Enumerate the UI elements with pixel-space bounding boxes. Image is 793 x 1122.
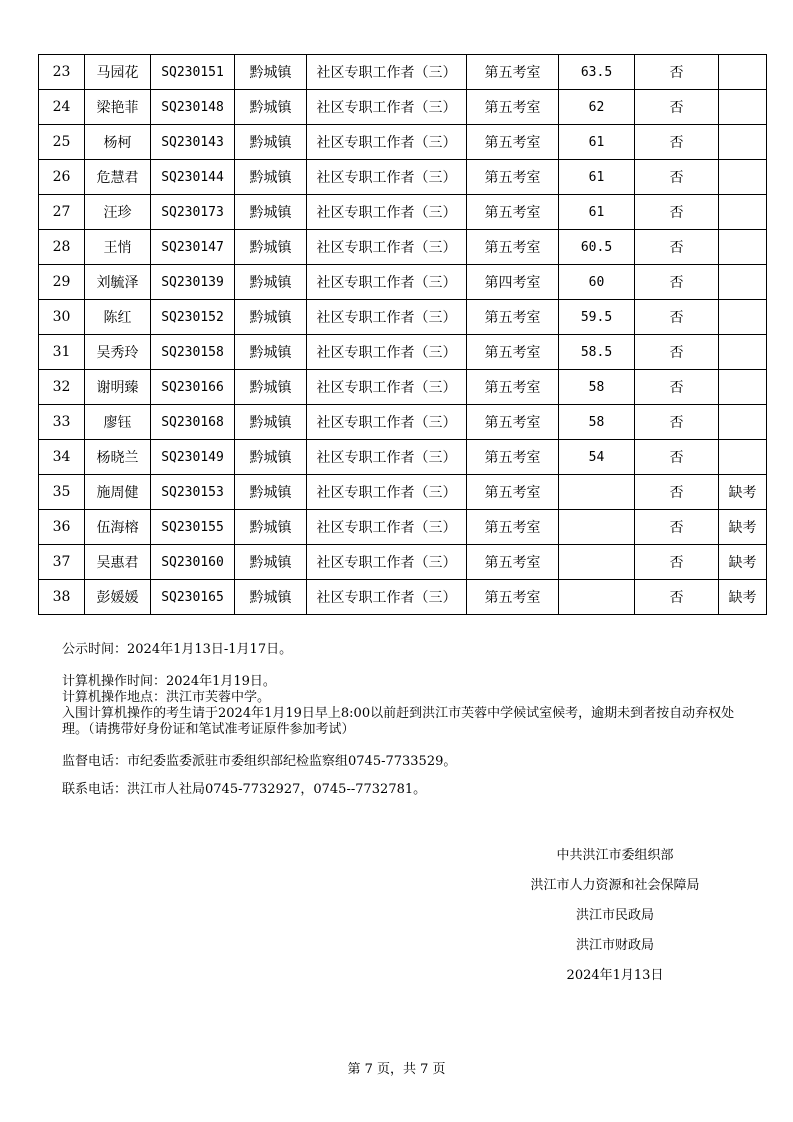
cell-position: 社区专职工作者（三）	[307, 405, 467, 440]
cell-number: 25	[39, 125, 85, 160]
cell-remark	[719, 370, 767, 405]
cell-town: 黔城镇	[235, 230, 307, 265]
cell-name: 吴惠君	[85, 545, 151, 580]
cell-town: 黔城镇	[235, 370, 307, 405]
table-row	[39, 440, 767, 475]
cell-exam-id: SQ230148	[151, 90, 235, 125]
table-row	[39, 160, 767, 195]
cell-town: 黔城镇	[235, 335, 307, 370]
cell-score: 59.5	[559, 300, 635, 335]
cell-qualified: 否	[635, 580, 719, 615]
cell-score: 58	[559, 370, 635, 405]
cell-exam-room: 第四考室	[467, 265, 559, 300]
cell-score	[559, 475, 635, 510]
cell-remark	[719, 160, 767, 195]
cell-remark	[719, 300, 767, 335]
cell-exam-id: SQ230155	[151, 510, 235, 545]
cell-number: 37	[39, 545, 85, 580]
cell-name: 马园花	[85, 55, 151, 90]
cell-qualified: 否	[635, 90, 719, 125]
cell-exam-room: 第五考室	[467, 230, 559, 265]
cell-qualified: 否	[635, 125, 719, 160]
cell-qualified: 否	[635, 370, 719, 405]
table-row	[39, 580, 767, 615]
cell-qualified: 否	[635, 475, 719, 510]
cell-exam-id: SQ230149	[151, 440, 235, 475]
cell-number: 29	[39, 265, 85, 300]
cell-number: 33	[39, 405, 85, 440]
cell-town: 黔城镇	[235, 160, 307, 195]
cell-town: 黔城镇	[235, 405, 307, 440]
cell-score: 58	[559, 405, 635, 440]
cell-town: 黔城镇	[235, 125, 307, 160]
cell-score	[559, 580, 635, 615]
cell-exam-room: 第五考室	[467, 125, 559, 160]
publicity-time: 公示时间：2024年1月13日-1月17日。	[62, 642, 293, 657]
cell-qualified: 否	[635, 545, 719, 580]
cell-name: 刘毓泽	[85, 265, 151, 300]
cell-exam-id: SQ230166	[151, 370, 235, 405]
cell-exam-id: SQ230168	[151, 405, 235, 440]
cell-exam-room: 第五考室	[467, 510, 559, 545]
cell-position: 社区专职工作者（三）	[307, 90, 467, 125]
cell-number: 24	[39, 90, 85, 125]
cell-exam-id: SQ230173	[151, 195, 235, 230]
table-row	[39, 475, 767, 510]
cell-name: 彭媛媛	[85, 580, 151, 615]
cell-exam-id: SQ230158	[151, 335, 235, 370]
operation-place: 计算机操作地点：洪江市芙蓉中学。	[62, 690, 271, 705]
table-row	[39, 545, 767, 580]
cell-remark	[719, 440, 767, 475]
cell-qualified: 否	[635, 335, 719, 370]
cell-position: 社区专职工作者（三）	[307, 545, 467, 580]
cell-exam-id: SQ230152	[151, 300, 235, 335]
cell-number: 34	[39, 440, 85, 475]
signature-date: 2024年1月13日	[566, 968, 664, 983]
cell-name: 廖钰	[85, 405, 151, 440]
cell-exam-room: 第五考室	[467, 545, 559, 580]
cell-town: 黔城镇	[235, 545, 307, 580]
cell-name: 施周健	[85, 475, 151, 510]
cell-remark	[719, 125, 767, 160]
cell-number: 38	[39, 580, 85, 615]
cell-name: 吴秀玲	[85, 335, 151, 370]
cell-number: 35	[39, 475, 85, 510]
cell-remark: 缺考	[719, 545, 767, 580]
cell-remark	[719, 55, 767, 90]
cell-exam-room: 第五考室	[467, 300, 559, 335]
cell-position: 社区专职工作者（三）	[307, 160, 467, 195]
cell-position: 社区专职工作者（三）	[307, 55, 467, 90]
cell-exam-id: SQ230165	[151, 580, 235, 615]
cell-position: 社区专职工作者（三）	[307, 195, 467, 230]
cell-qualified: 否	[635, 55, 719, 90]
cell-town: 黔城镇	[235, 300, 307, 335]
cell-exam-room: 第五考室	[467, 55, 559, 90]
cell-exam-id: SQ230151	[151, 55, 235, 90]
cell-score: 61	[559, 160, 635, 195]
cell-position: 社区专职工作者（三）	[307, 370, 467, 405]
cell-exam-room: 第五考室	[467, 90, 559, 125]
cell-name: 伍海榕	[85, 510, 151, 545]
table-row	[39, 405, 767, 440]
cell-score: 61	[559, 125, 635, 160]
cell-remark: 缺考	[719, 580, 767, 615]
cell-score: 54	[559, 440, 635, 475]
cell-score: 60	[559, 265, 635, 300]
signature-org-4: 洪江市财政局	[575, 938, 654, 953]
cell-qualified: 否	[635, 440, 719, 475]
signature-org-2: 洪江市人力资源和社会保障局	[530, 878, 700, 893]
cell-number: 30	[39, 300, 85, 335]
cell-remark	[719, 405, 767, 440]
cell-number: 31	[39, 335, 85, 370]
cell-qualified: 否	[635, 160, 719, 195]
cell-exam-room: 第五考室	[467, 370, 559, 405]
table-body	[39, 55, 767, 615]
cell-exam-id: SQ230153	[151, 475, 235, 510]
cell-town: 黔城镇	[235, 475, 307, 510]
cell-remark	[719, 90, 767, 125]
signature-org-3: 洪江市民政局	[575, 908, 654, 923]
cell-town: 黔城镇	[235, 510, 307, 545]
cell-remark	[719, 195, 767, 230]
cell-number: 28	[39, 230, 85, 265]
cell-qualified: 否	[635, 300, 719, 335]
cell-remark	[719, 335, 767, 370]
operation-time: 计算机操作时间：2024年1月19日。	[62, 674, 276, 689]
cell-exam-id: SQ230147	[151, 230, 235, 265]
table-row	[39, 510, 767, 545]
table-row	[39, 195, 767, 230]
cell-number: 27	[39, 195, 85, 230]
cell-town: 黔城镇	[235, 440, 307, 475]
cell-position: 社区专职工作者（三）	[307, 580, 467, 615]
cell-name: 杨晓兰	[85, 440, 151, 475]
cell-remark: 缺考	[719, 510, 767, 545]
cell-position: 社区专职工作者（三）	[307, 510, 467, 545]
cell-town: 黔城镇	[235, 55, 307, 90]
cell-position: 社区专职工作者（三）	[307, 475, 467, 510]
cell-name: 谢明臻	[85, 370, 151, 405]
cell-number: 32	[39, 370, 85, 405]
table-row	[39, 300, 767, 335]
cell-qualified: 否	[635, 510, 719, 545]
cell-score: 61	[559, 195, 635, 230]
notes	[62, 642, 752, 798]
signature-org-1: 中共洪江市委组织部	[556, 848, 674, 863]
cell-score: 60.5	[559, 230, 635, 265]
cell-remark	[719, 265, 767, 300]
table-row	[39, 265, 767, 300]
cell-town: 黔城镇	[235, 580, 307, 615]
cell-exam-room: 第五考室	[467, 195, 559, 230]
instruction: 入围计算机操作的考生请于2024年1月19日早上8:00以前赶到洪江市芙蓉中学候试室候考，逾期未到者按自动弃权处理。（请携带好身份证和笔试准考证原件参加考试）	[62, 706, 735, 737]
table-row	[39, 90, 767, 125]
cell-town: 黔城镇	[235, 90, 307, 125]
cell-exam-room: 第五考室	[467, 580, 559, 615]
contact-phone: 联系电话：洪江市人社局0745-7732927，0745--7732781。	[62, 782, 427, 797]
cell-name: 陈红	[85, 300, 151, 335]
cell-name: 王悄	[85, 230, 151, 265]
cell-exam-id: SQ230160	[151, 545, 235, 580]
cell-number: 36	[39, 510, 85, 545]
cell-town: 黔城镇	[235, 195, 307, 230]
cell-qualified: 否	[635, 195, 719, 230]
supervision-phone: 监督电话：市纪委监委派驻市委组织部纪检监察组0745-7733529。	[62, 754, 457, 769]
cell-position: 社区专职工作者（三）	[307, 230, 467, 265]
cell-exam-id: SQ230144	[151, 160, 235, 195]
cell-score: 63.5	[559, 55, 635, 90]
cell-remark: 缺考	[719, 475, 767, 510]
cell-qualified: 否	[635, 230, 719, 265]
cell-name: 梁艳菲	[85, 90, 151, 125]
signature-block	[500, 848, 730, 998]
cell-score	[559, 545, 635, 580]
table-row	[39, 125, 767, 160]
cell-score: 58.5	[559, 335, 635, 370]
cell-exam-id: SQ230139	[151, 265, 235, 300]
results-table	[38, 54, 767, 615]
cell-position: 社区专职工作者（三）	[307, 265, 467, 300]
cell-qualified: 否	[635, 405, 719, 440]
table-row	[39, 230, 767, 265]
cell-name: 杨柯	[85, 125, 151, 160]
cell-exam-room: 第五考室	[467, 405, 559, 440]
cell-position: 社区专职工作者（三）	[307, 440, 467, 475]
cell-position: 社区专职工作者（三）	[307, 125, 467, 160]
cell-exam-room: 第五考室	[467, 335, 559, 370]
cell-score: 62	[559, 90, 635, 125]
cell-town: 黔城镇	[235, 265, 307, 300]
cell-number: 23	[39, 55, 85, 90]
cell-score	[559, 510, 635, 545]
cell-exam-room: 第五考室	[467, 475, 559, 510]
cell-exam-room: 第五考室	[467, 440, 559, 475]
cell-name: 汪珍	[85, 195, 151, 230]
cell-remark	[719, 230, 767, 265]
cell-position: 社区专职工作者（三）	[307, 335, 467, 370]
table-row	[39, 335, 767, 370]
page-footer: 第 7 页，共 7 页	[347, 1062, 446, 1077]
table-row	[39, 55, 767, 90]
cell-position: 社区专职工作者（三）	[307, 300, 467, 335]
cell-exam-id: SQ230143	[151, 125, 235, 160]
cell-number: 26	[39, 160, 85, 195]
cell-exam-room: 第五考室	[467, 160, 559, 195]
table-row	[39, 370, 767, 405]
cell-qualified: 否	[635, 265, 719, 300]
cell-name: 危慧君	[85, 160, 151, 195]
